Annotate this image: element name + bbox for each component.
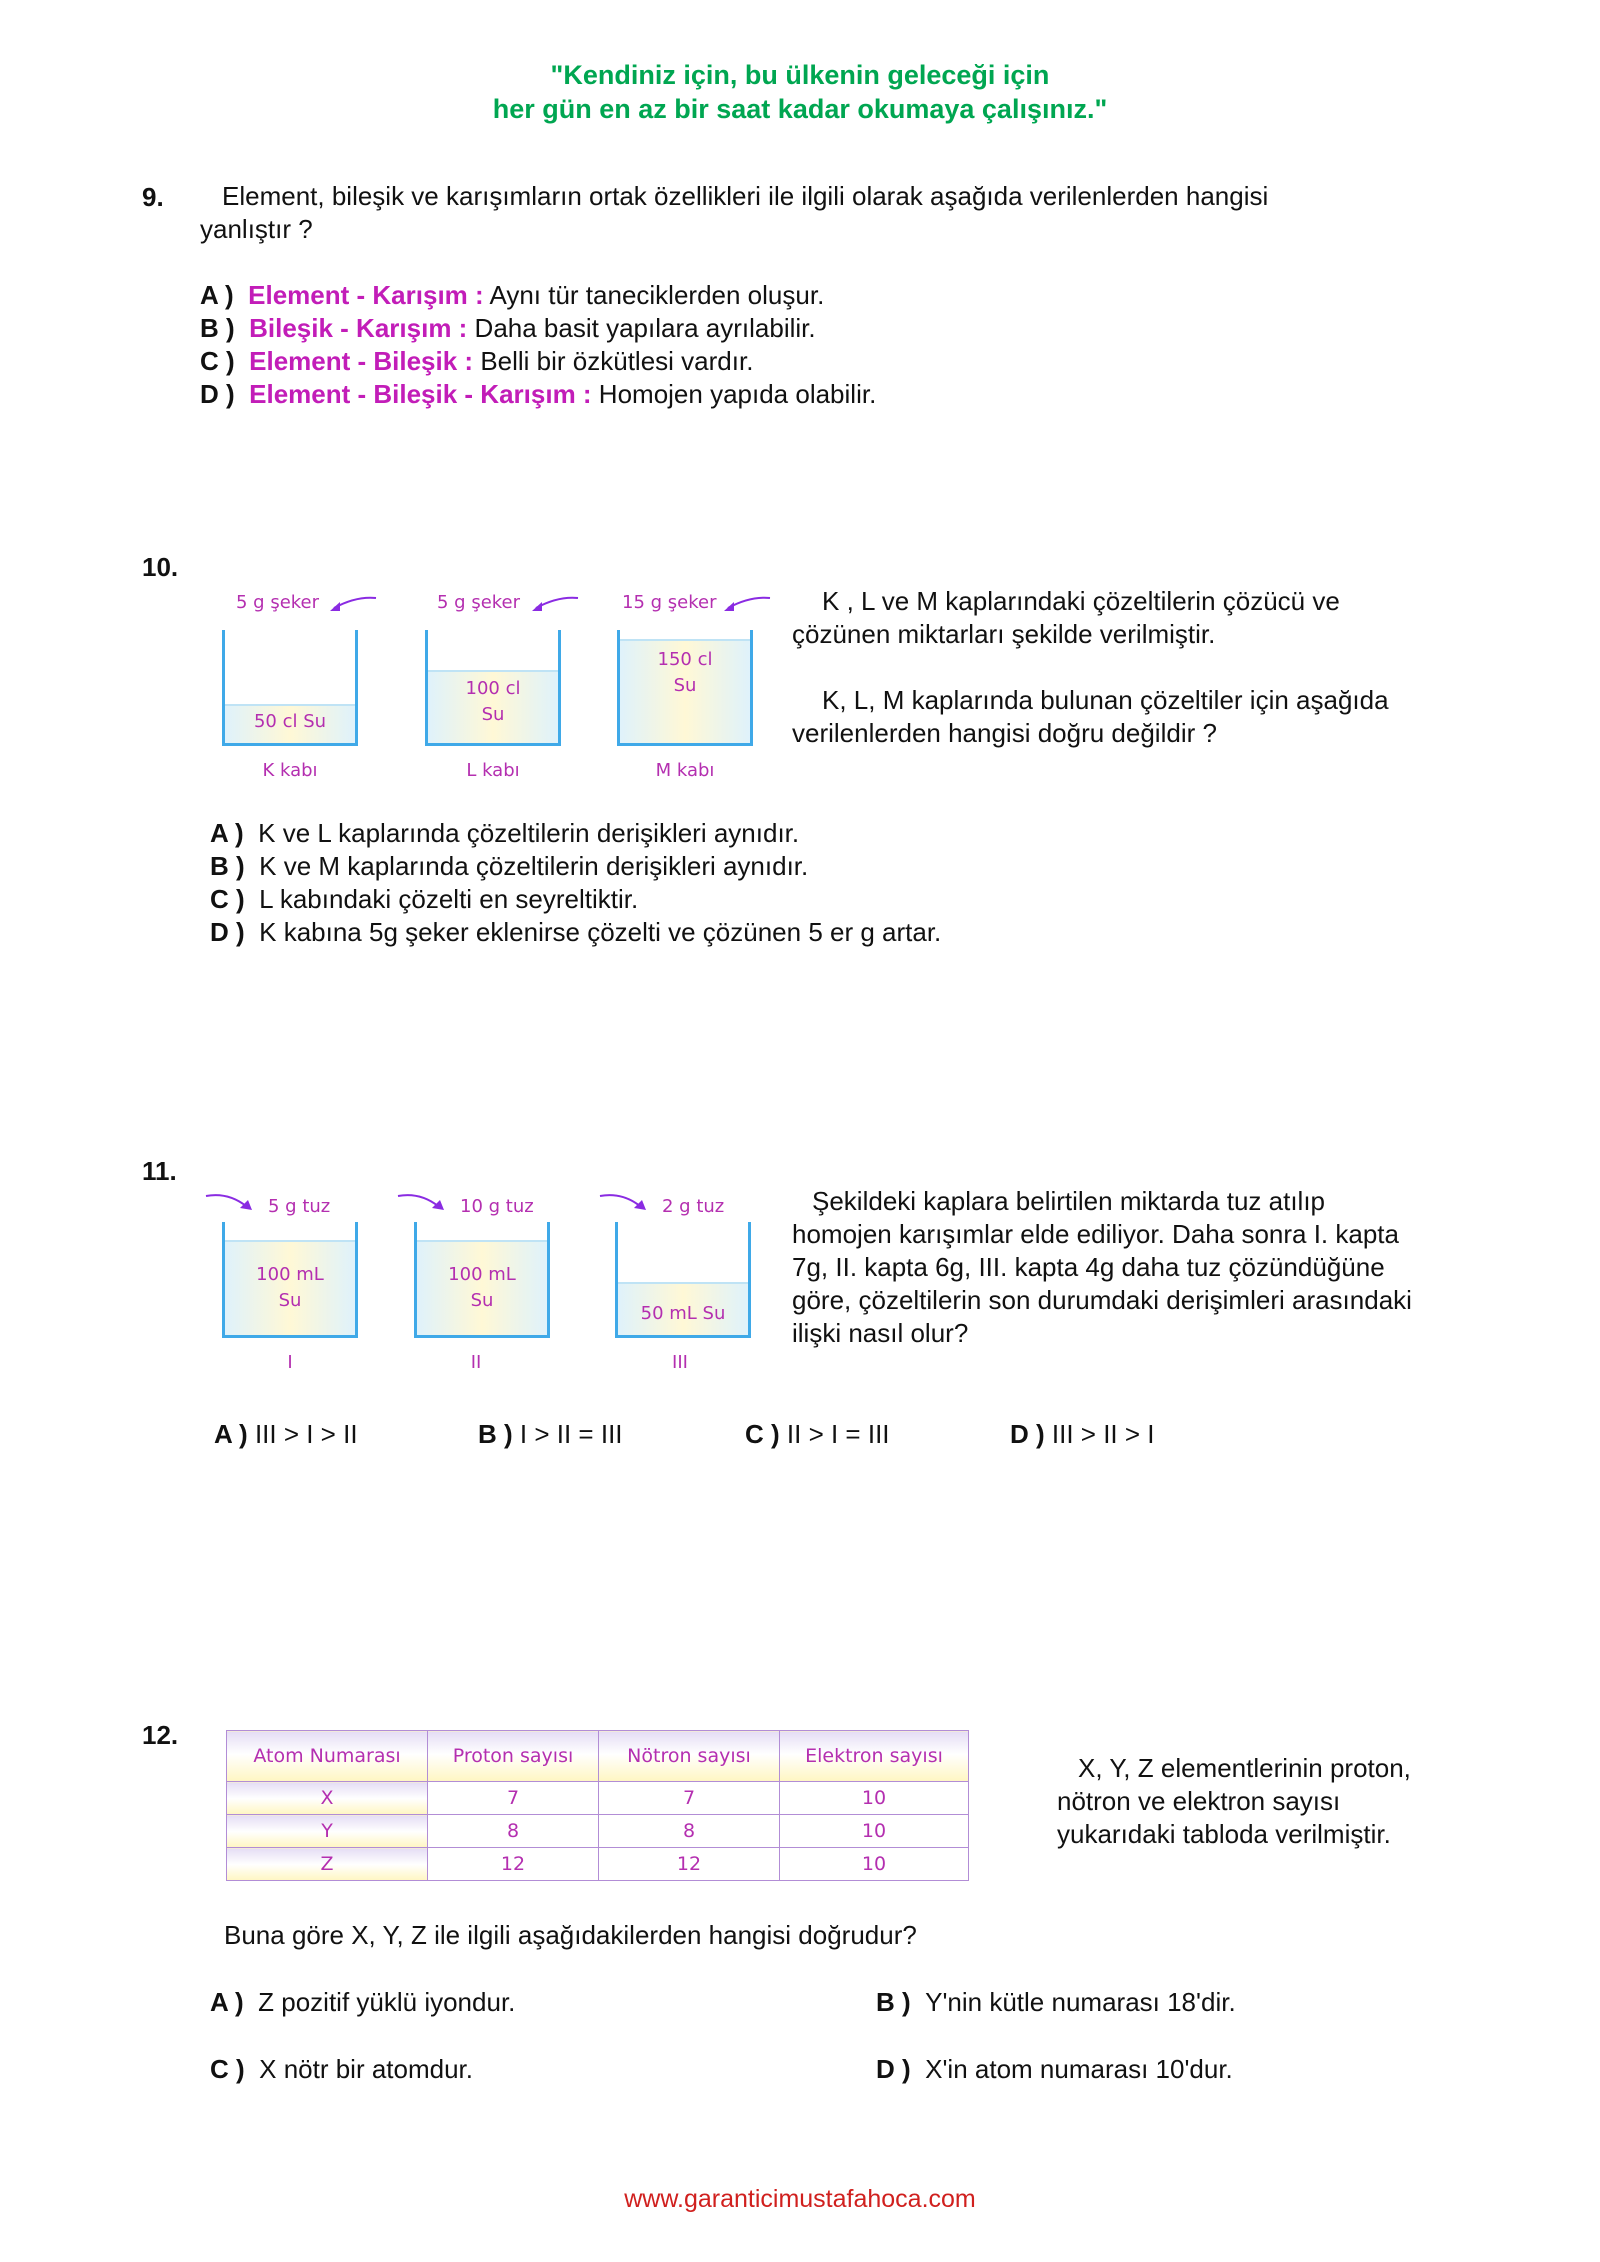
table-cell: 8 [428, 1815, 599, 1848]
question-12-text: Buna göre X, Y, Z ile ilgili aşağıdakilerden hangisi doğrudur? [224, 1920, 917, 1950]
beaker-m-liquid-label [620, 647, 750, 699]
question-12-side-line-1: X, Y, Z elementlerinin proton, [1078, 1753, 1411, 1783]
option-text: Aynı tür taneciklerden oluşur. [483, 280, 825, 310]
question-10-side-p2-line-1: K, L, M kaplarında bulunan çözeltiler için aşağıda [822, 685, 1389, 715]
question-12-option-c[interactable] [210, 2053, 473, 2086]
table-cell: 8 [599, 1815, 780, 1848]
liquid-line-1: 150 cl [657, 649, 713, 671]
question-12-side-line-3: yukarıdaki tabloda verilmiştir. [1057, 1819, 1391, 1849]
table-row [227, 1815, 969, 1848]
table-cell: 12 [428, 1848, 599, 1881]
option-letter: C ) [745, 1419, 780, 1449]
option-text: X nötr bir atomdur. [259, 2054, 474, 2084]
question-10-option-d[interactable] [210, 916, 941, 949]
option-letter: C ) [200, 346, 235, 376]
table-cell: 10 [780, 1782, 969, 1815]
beaker-i-liquid-label [225, 1262, 355, 1314]
beaker-ii-liquid [417, 1240, 547, 1335]
option-letter: A ) [210, 1987, 244, 2017]
beaker-iii-liquid [618, 1282, 748, 1335]
option-text: K ve M kaplarında çözeltilerin derişikleri aynıdır. [259, 851, 809, 881]
option-text: III > II > I [1051, 1419, 1155, 1449]
question-10-option-a[interactable] [210, 817, 799, 850]
beaker-l-liquid [428, 670, 558, 743]
option-key: Element - Bileşik : [249, 346, 474, 376]
question-12-option-d[interactable] [876, 2053, 1233, 2086]
beaker-l [425, 630, 561, 746]
liquid-line-1: 100 mL [256, 1264, 324, 1286]
question-10-side-p1-line-1: K , L ve M kaplarındaki çözeltilerin çözücü ve [822, 586, 1340, 616]
option-text: K kabına 5g şeker eklenirse çözelti ve çözünen 5 er g artar. [259, 917, 942, 947]
table-header-cell: Elektron sayısı [780, 1731, 969, 1782]
option-text: III > I > II [254, 1419, 358, 1449]
beaker-i [222, 1222, 358, 1338]
motto-line-2: her gün en az bir saat kadar okumaya çalışınız." [492, 94, 1108, 124]
option-letter: B ) [200, 313, 235, 343]
question-12-side-line-2: nötron ve elektron sayısı [1057, 1786, 1341, 1816]
footer-website-link[interactable]: www.garanticimustafahoca.com [624, 2185, 976, 2213]
option-letter: B ) [478, 1419, 513, 1449]
question-10-option-c[interactable] [210, 883, 638, 916]
solute-label-l: 5 g şeker [437, 592, 521, 613]
arrow-icon [326, 594, 378, 616]
option-letter: D ) [876, 2054, 911, 2084]
question-11-side-line-3: 7g, II. kapta 6g, III. kapta 4g daha tuz çözündüğüne [792, 1252, 1385, 1282]
option-letter: A ) [200, 280, 234, 310]
beaker-m [617, 630, 753, 746]
beaker-k-liquid [225, 704, 355, 743]
table-cell: 10 [780, 1848, 969, 1881]
beaker-k-name: K kabı [262, 760, 318, 781]
option-key: Bileşik - Karışım : [249, 313, 468, 343]
liquid-line-2: Su [470, 1290, 494, 1312]
arrow-icon [204, 1190, 256, 1214]
option-letter: D ) [210, 917, 245, 947]
option-text: Z pozitif yüklü iyondur. [258, 1987, 516, 2017]
option-text: I > II = III [519, 1419, 623, 1449]
arrow-icon [396, 1190, 448, 1214]
option-letter: D ) [1010, 1419, 1045, 1449]
beaker-k [222, 630, 358, 746]
arrow-icon [528, 594, 580, 616]
table-cell: 7 [428, 1782, 599, 1815]
option-text: X'in atom numarası 10'dur. [925, 2054, 1233, 2084]
liquid-line-1: 100 mL [448, 1264, 516, 1286]
option-text: Homojen yapıda olabilir. [591, 379, 877, 409]
question-11-side-line-2: homojen karışımlar elde ediliyor. Daha sonra I. kapta [792, 1219, 1399, 1249]
table-header-cell: Nötron sayısı [599, 1731, 780, 1782]
option-text: Belli bir özkütlesi vardır. [473, 346, 754, 376]
solute-label-k: 5 g şeker [236, 592, 320, 613]
question-11-number: 11. [142, 1156, 177, 1186]
motto-line-1: "Kendiniz için, bu ülkenin geleceği için [550, 60, 1050, 90]
option-text: K ve L kaplarında çözeltilerin derişikleri aynıdır. [258, 818, 800, 848]
question-11-side-line-4: göre, çözeltilerin son durumdaki derişimleri arasındaki [792, 1285, 1412, 1315]
beaker-iii-name: III [672, 1352, 688, 1373]
question-10-option-b[interactable] [210, 850, 808, 883]
question-9-option-d[interactable] [200, 378, 876, 411]
question-9-text-line-2: yanlıştır ? [200, 214, 313, 244]
beaker-ii-name: II [470, 1352, 482, 1373]
liquid-line-1: 100 cl [465, 677, 521, 699]
option-key: Element - Bileşik - Karışım : [249, 379, 592, 409]
question-12-number: 12. [142, 1720, 179, 1750]
solute-label-i: 5 g tuz [268, 1196, 331, 1217]
question-10-number: 10. [142, 552, 179, 582]
option-text: L kabındaki çözelti en seyreltiktir. [259, 884, 639, 914]
option-letter: B ) [876, 1987, 911, 2017]
beaker-l-liquid-label [428, 676, 558, 728]
question-11-side-line-5: ilişki nasıl olur? [792, 1318, 969, 1348]
table-header-cell: Proton sayısı [428, 1731, 599, 1782]
atom-table [226, 1730, 969, 1881]
beaker-ii [414, 1222, 550, 1338]
liquid-line-2: Su [278, 1290, 302, 1312]
option-key: Element - Karışım : [248, 280, 484, 310]
question-11-option-d[interactable] [1010, 1418, 1155, 1451]
table-cell: 12 [599, 1848, 780, 1881]
question-9-option-c[interactable] [200, 345, 753, 378]
option-text: Y'nin kütle numarası 18'dir. [925, 1987, 1236, 2017]
option-letter: A ) [214, 1419, 248, 1449]
question-11-option-a[interactable] [214, 1418, 358, 1451]
question-12-option-b[interactable] [876, 1986, 1236, 2019]
table-cell: 10 [780, 1815, 969, 1848]
table-row [227, 1848, 969, 1881]
liquid-line-2: Su [673, 675, 697, 697]
table-cell: Z [227, 1848, 428, 1881]
beaker-i-liquid [225, 1240, 355, 1335]
option-text: Daha basit yapılara ayrılabilir. [467, 313, 816, 343]
option-letter: D ) [200, 379, 235, 409]
question-9-number: 9. [142, 182, 164, 212]
solute-label-ii: 10 g tuz [460, 1196, 534, 1217]
option-letter: B ) [210, 851, 245, 881]
beaker-i-name: I [287, 1352, 293, 1373]
table-row [227, 1782, 969, 1815]
question-11-side-line-1: Şekildeki kaplara belirtilen miktarda tuz atılıp [812, 1186, 1326, 1216]
question-12-option-a[interactable] [210, 1986, 515, 2019]
beaker-iii-liquid-label: 50 mL Su [640, 1303, 726, 1324]
beaker-k-liquid-label: 50 cl Su [253, 711, 327, 732]
question-10-side-p2-line-2: verilenlerden hangisi doğru değildir ? [792, 718, 1217, 748]
question-11-option-c[interactable] [745, 1418, 890, 1451]
question-9-option-b[interactable] [200, 312, 816, 345]
table-header-row [227, 1731, 969, 1782]
solute-label-m: 15 g şeker [622, 592, 717, 613]
question-10-side-p1-line-2: çözünen miktarları şekilde verilmiştir. [792, 619, 1216, 649]
question-9-text-line-1: Element, bileşik ve karışımların ortak özellikleri ile ilgili olarak aşağıda verilenlerden hangisi [222, 181, 1269, 211]
question-11-option-b[interactable] [478, 1418, 623, 1451]
option-letter: C ) [210, 884, 245, 914]
arrow-icon [720, 594, 772, 616]
beaker-ii-liquid-label [417, 1262, 547, 1314]
option-text: II > I = III [786, 1419, 890, 1449]
table-cell: 7 [599, 1782, 780, 1815]
option-letter: C ) [210, 2054, 245, 2084]
beaker-m-liquid [620, 639, 750, 743]
arrow-icon [598, 1190, 650, 1214]
table-cell: X [227, 1782, 428, 1815]
option-letter: A ) [210, 818, 244, 848]
solute-label-iii: 2 g tuz [662, 1196, 725, 1217]
table-cell: Y [227, 1815, 428, 1848]
beaker-m-name: M kabı [655, 760, 715, 781]
liquid-line-2: Su [481, 703, 505, 725]
table-header-cell: Atom Numarası [227, 1731, 428, 1782]
question-9-option-a[interactable] [200, 279, 824, 312]
beaker-l-name: L kabı [466, 760, 520, 781]
beaker-iii [615, 1222, 751, 1338]
